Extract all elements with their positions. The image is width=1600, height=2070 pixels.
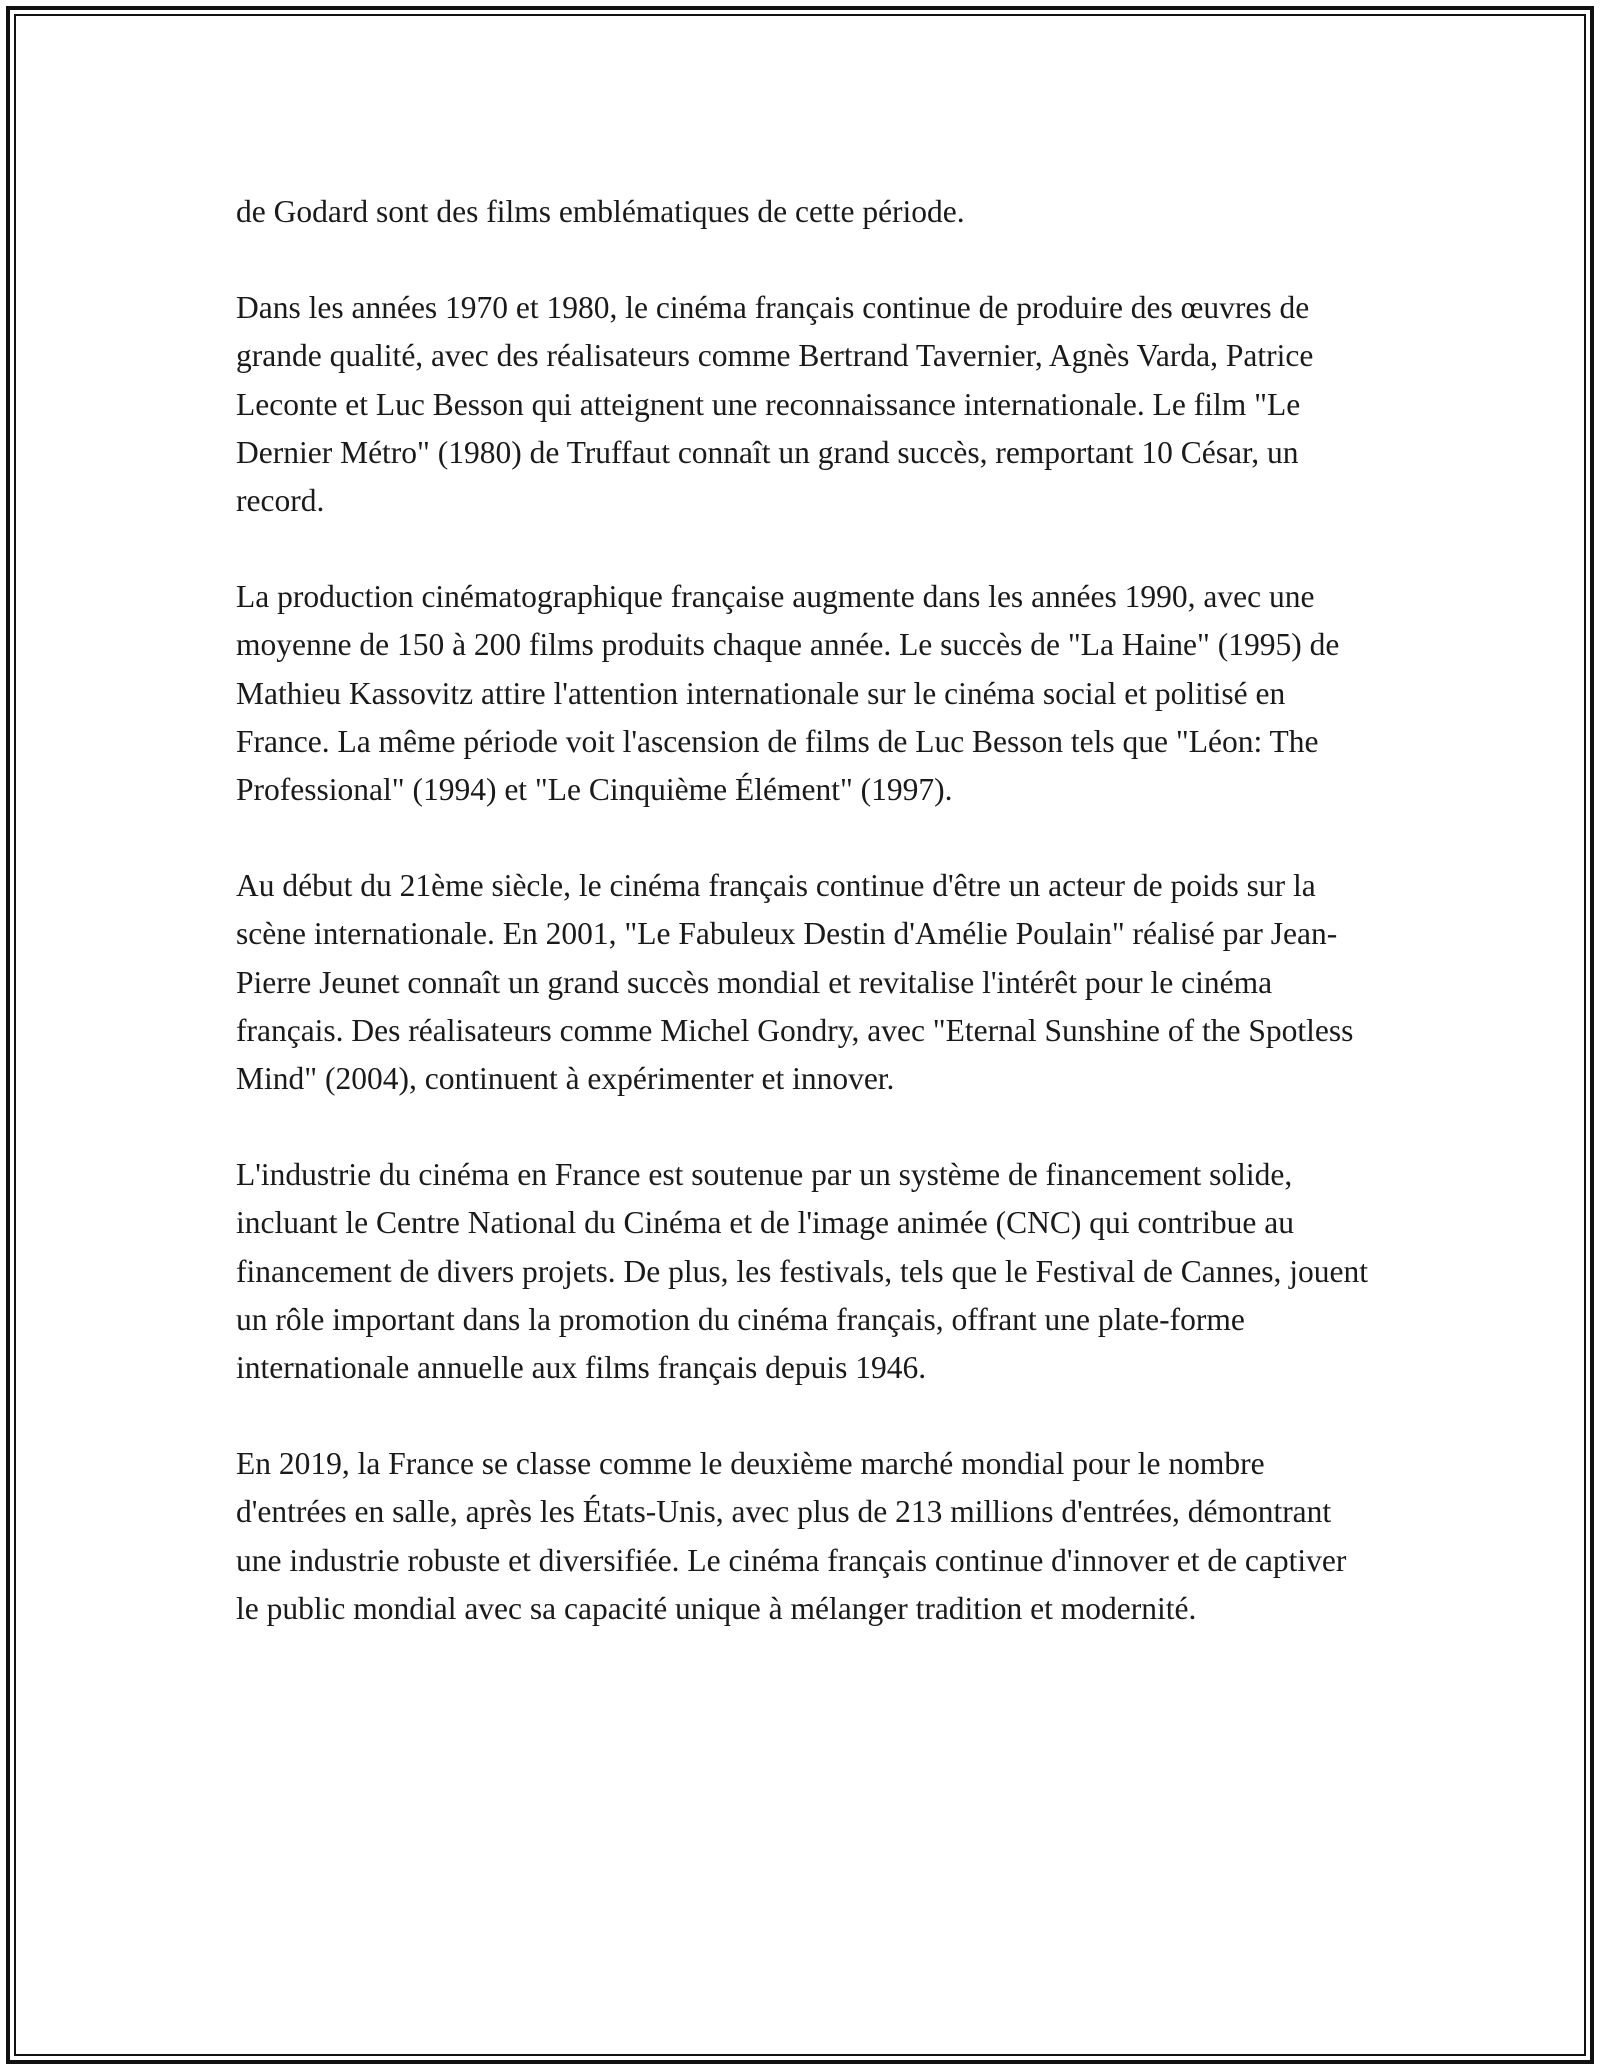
paragraph: Dans les années 1970 et 1980, le cinéma français continue de produire des œuvres de grande qualité, avec des réalisateurs comme Bertrand Tavernier, Agnès Varda, Patrice Leconte et Luc Besson qui atteignent une reconnaissance internationale. Le film "Le Dernier Métro" (1980) de Truffaut connaît un grand succès, remportant 10 César, un record. [236, 290, 1314, 519]
paragraph: Au début du 21ème siècle, le cinéma français continue d'être un acteur de poids sur la scène internationale. En 2001, "Le Fabuleux Destin d'Amélie Poulain" réalisé par Jean-Pierre Jeunet connaît un grand succès mondial et revitalise l'intérêt pour le cinéma français. Des réalisateurs comme Michel Gondry, avec "Eternal Sunshine of the Spotless Mind" (2004), continuent à expérimenter et innover. [236, 868, 1354, 1097]
paragraph: L'industrie du cinéma en France est soutenue par un système de financement solide, incluant le Centre National du Cinéma et de l'image animée (CNC) qui contribue au financement de divers projets. De plus, les festivals, tels que le Festival de Cannes, jouent un rôle important dans la promotion du cinéma français, offrant une plate-forme internationale annuelle aux films français depuis 1946. [236, 1157, 1368, 1386]
paragraph: En 2019, la France se classe comme le deuxième marché mondial pour le nombre d'entrées en salle, après les États-Unis, avec plus de 213 millions d'entrées, démontrant une industrie robuste et diversifiée. Le cinéma français continue d'innover et de captiver le public mondial avec sa capacité unique à mélanger tradition et modernité. [236, 1446, 1347, 1626]
paragraph: La production cinématographique française augmente dans les années 1990, avec une moyenne de 150 à 200 films produits chaque année. Le succès de "La Haine" (1995) de Mathieu Kassovitz attire l'attention internationale sur le cinéma social et politisé en France. La même période voit l'ascension de films de Luc Besson tels que "Léon: The Professional" (1994) et "Le Cinquième Élément" (1997). [236, 579, 1340, 808]
paragraph: de Godard sont des films emblématiques de cette période. [236, 194, 965, 229]
document-body [236, 188, 1376, 1681]
